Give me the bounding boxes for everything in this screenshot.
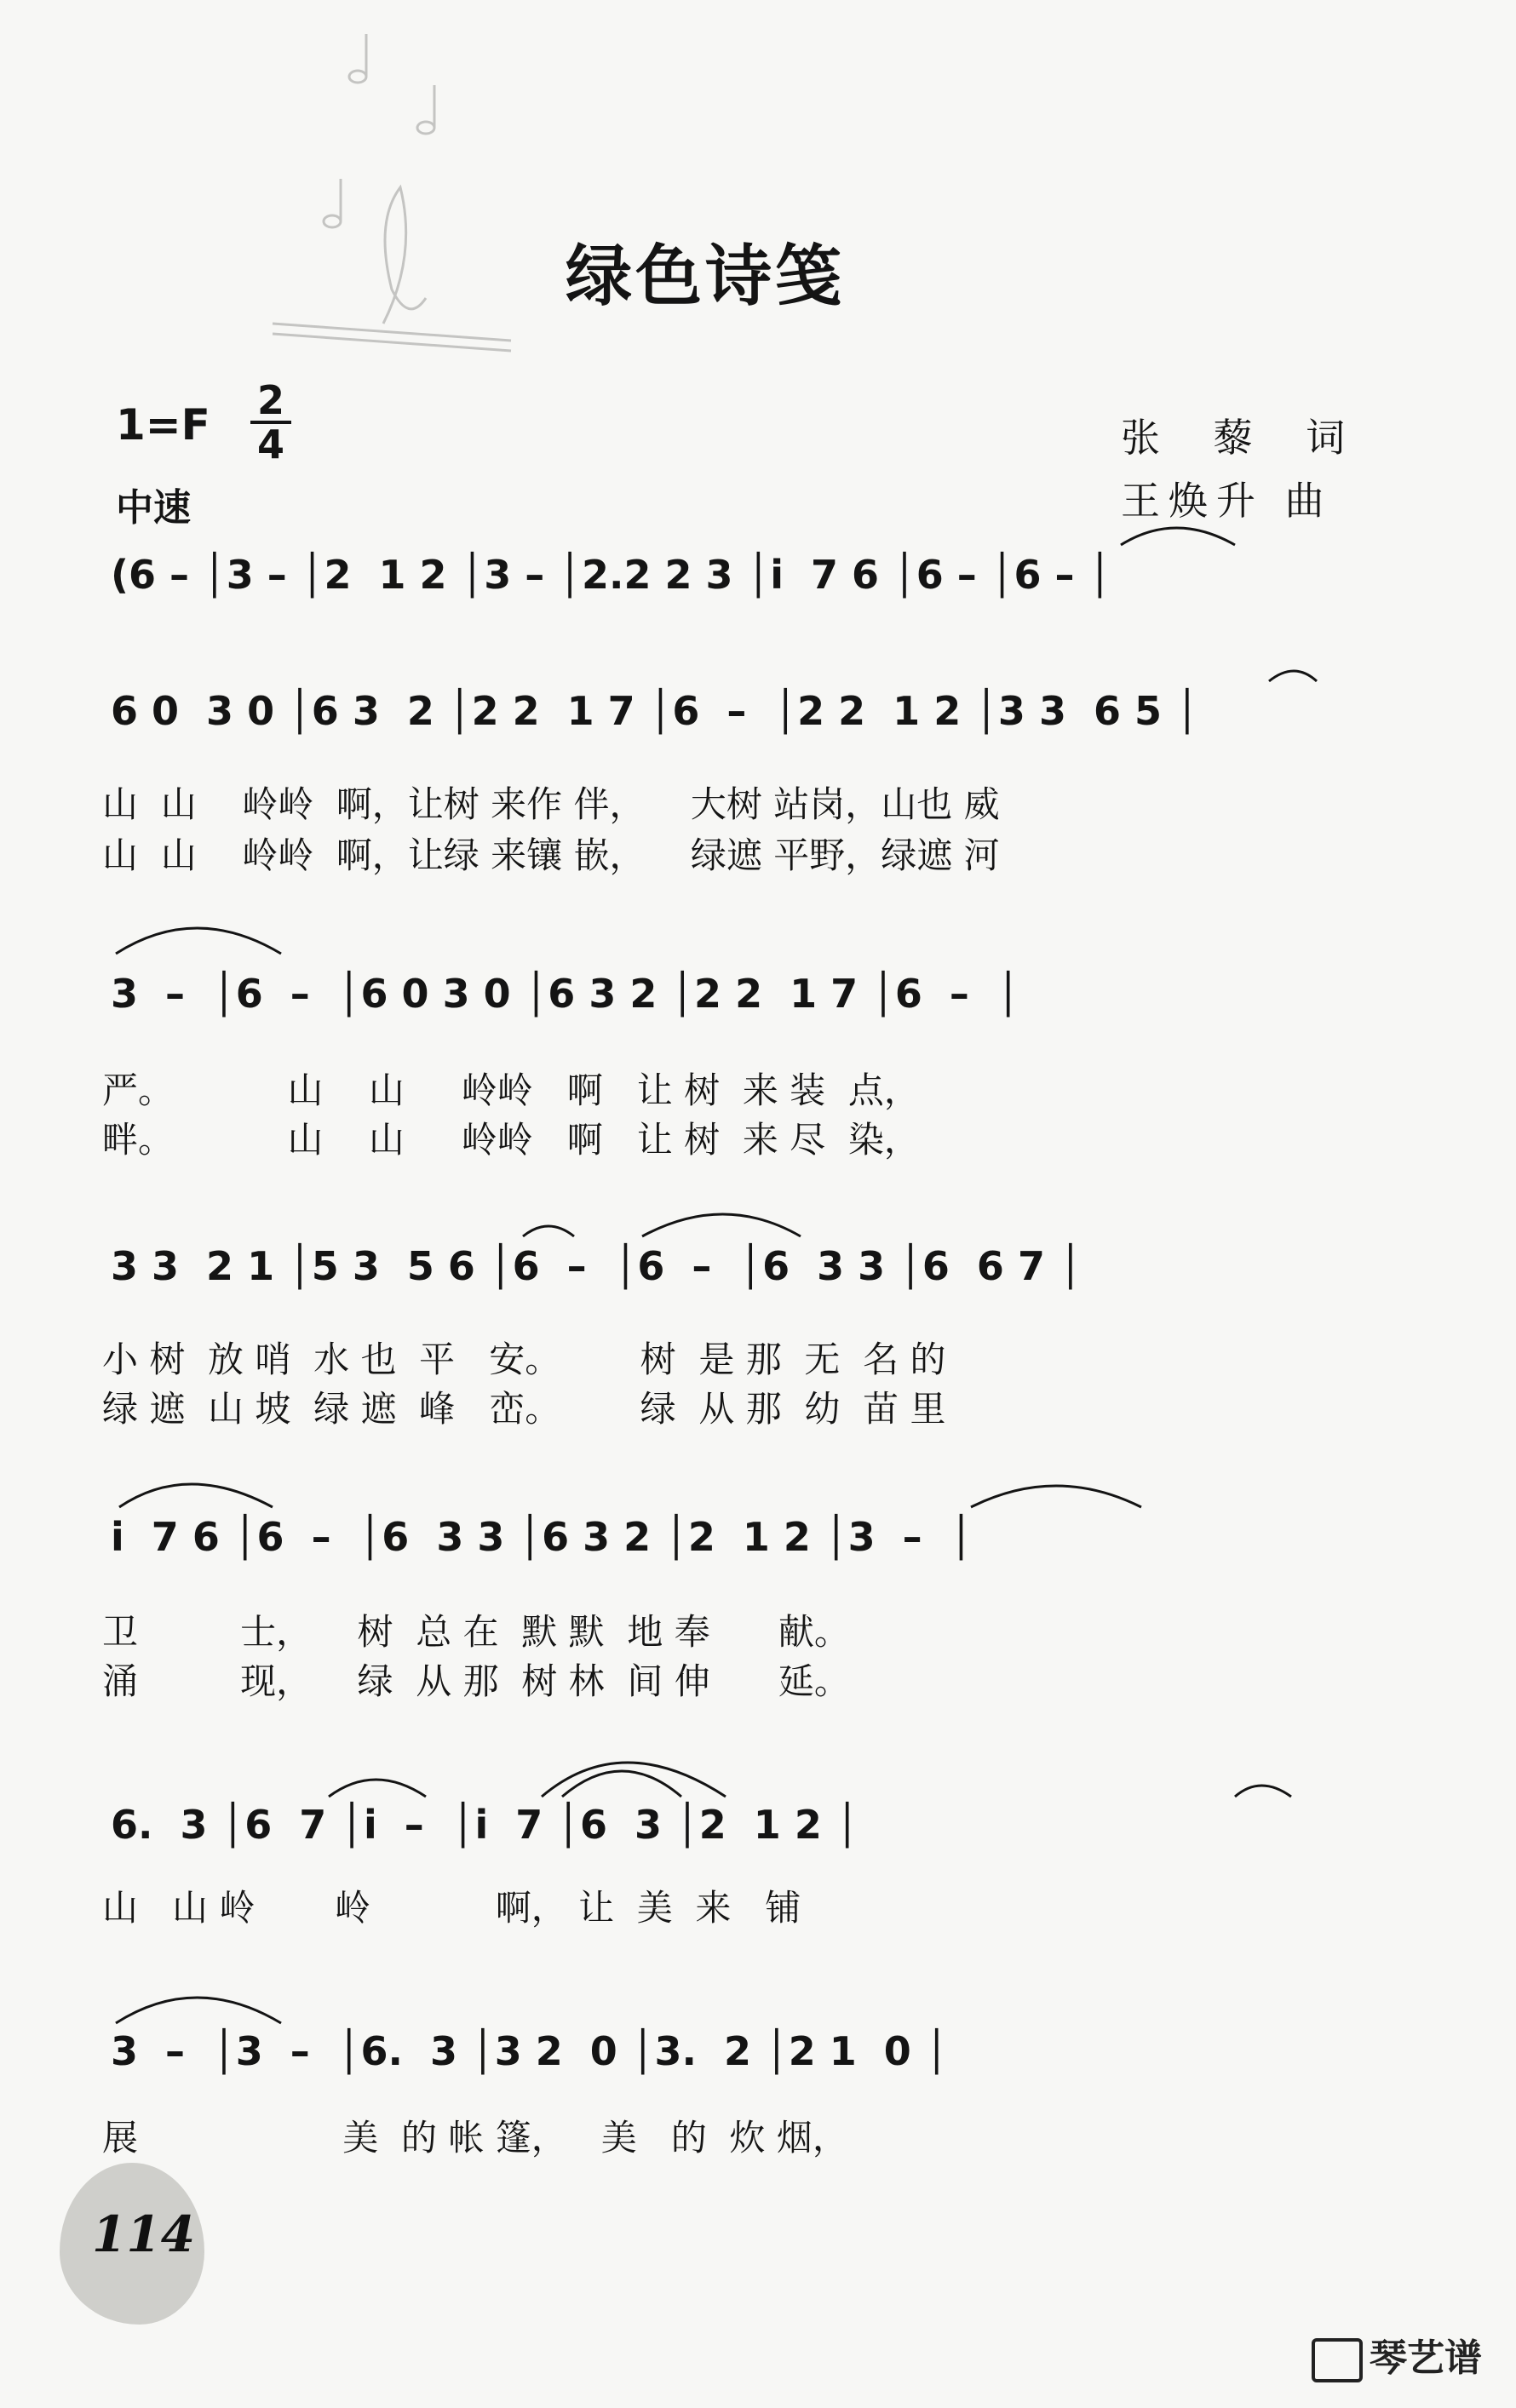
slur-arc [971,1486,1141,1507]
watermark-logo-icon [1312,2338,1363,2382]
lyric-row-5-verse-2: 涌 现， 绿 从 那 树 林 间 伸 延。 [102,1660,850,1702]
slur-arc [1235,1786,1291,1797]
notation-row-6: 6. 3 │6 7 │i – │i 7 │6 3 │2 1 2 │ [111,1802,859,1848]
lyric-row-7-verse-1: 展 美 的 帐 篷， 美 的 炊 烟， [102,2117,848,2159]
notation-row-5: i 7 6 │6 – │6 3 3 │6 3 2 │2 1 2 │3 – │ [111,1514,973,1560]
notation-row-7: 3 – │3 – │6. 3 │3 2 0 │3. 2 │2 1 0 │ [111,2028,949,2074]
lyric-row-2-verse-1: 山 山 岭岭 啊，让树 来作 伴， 大树 站岗，山也 威 [102,783,1000,825]
watermark [1312,2327,1482,2382]
notation-row-3: 3 – │6 – │6 0 3 0 │6 3 2 │2 2 1 7 │6 – │ [111,971,1020,1017]
lyric-row-6-verse-1: 山 山 岭 岭 啊， 让 美 来 铺 [102,1887,801,1929]
notation-row-2: 6 0 3 0 │6 3 2 │2 2 1 7 │6 – │2 2 1 2 │3 3 6 5 │ [111,688,1199,734]
lyricist-credit: 张 藜 词 [1121,415,1366,461]
slur-arc [116,1998,281,2023]
lyric-row-4-verse-1: 小 树 放 哨 水 也 平 安。 树 是 那 无 名 的 [102,1339,946,1380]
time-signature-bottom: 4 [256,421,284,467]
watermark-text: 琴艺谱 [1370,2336,1482,2380]
tempo-marking: 中速 [116,486,191,530]
slur-arc [119,1484,273,1507]
lyric-row-2-verse-2: 山 山 岭岭 啊，让绿 来镶 嵌， 绿遮 平野，绿遮 河 [102,834,1000,876]
lyric-row-4-verse-2: 绿 遮 山 坡 绿 遮 峰 峦。 绿 从 那 幼 苗 里 [102,1388,946,1430]
slur-arc [523,1226,574,1236]
lyric-row-3-verse-2: 畔。 山 山 岭岭 啊 让 树 来 尽 染， [102,1119,920,1161]
composer-credit: 王焕升 曲 [1121,478,1333,524]
slur-arc [329,1780,426,1797]
slur-arc [1269,671,1317,681]
notation-row-1: (6 – │3 – │2 1 2 │3 – │2.2 2 3 │i 7 6 │6 – │6 – │ [111,552,1112,598]
key-signature: 1=F [116,400,210,450]
lyric-row-3-verse-1: 严。 山 山 岭岭 啊 让 树 来 装 点， [102,1069,920,1111]
notation-row-4: 3 3 2 1 │5 3 5 6 │6 – │6 – │6 3 3 │6 6 7 │ [111,1243,1082,1289]
slur-arc [1121,528,1235,545]
song-title: 绿色诗笺 [566,238,846,315]
time-signature-top: 2 [256,377,284,423]
slur-arc [562,1771,681,1797]
slur-arc [642,1214,801,1236]
slur-arc [116,928,281,954]
page-number: 114 [92,2205,196,2263]
lyric-row-5-verse-1: 卫 士， 树 总 在 默 默 地 奉 献。 [102,1611,850,1653]
